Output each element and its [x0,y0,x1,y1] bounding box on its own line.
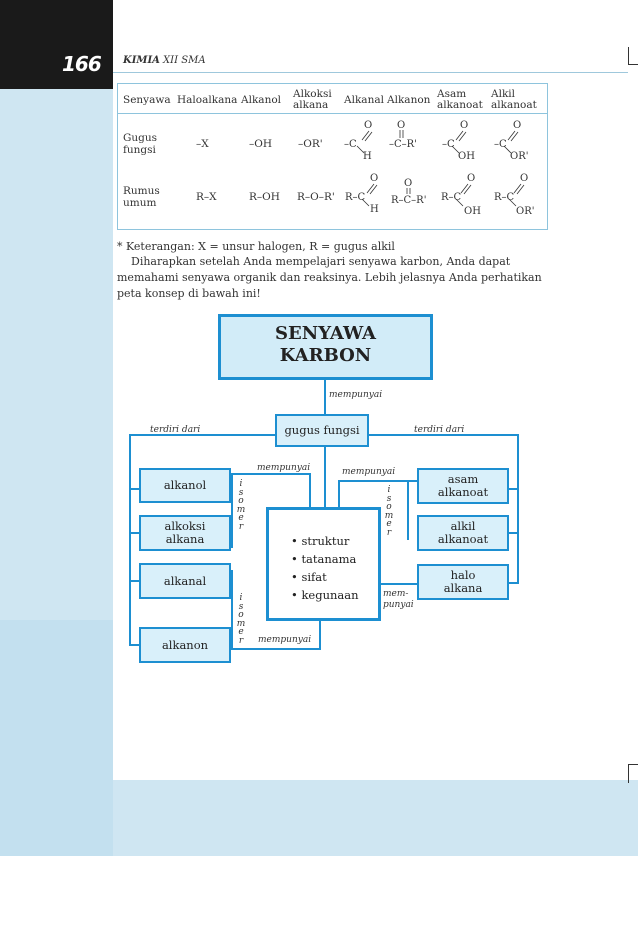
cell-rumus-haloalkana: R–X [196,191,217,203]
box-alkoksi-alkana [139,515,231,551]
attribute-tatanama: • tatanama [291,552,357,566]
isomer-letter: o [238,496,244,506]
row-label-fungsi: fungsi [123,144,156,156]
label-mempunyai-left-top: mempunyai [257,463,311,473]
mempunyai-right-top-drop [338,480,340,507]
label-mempunyai-top: mempunyai [329,390,383,400]
isomer-letter: s [238,487,244,498]
asam-general-OH: OH [464,206,481,217]
table-header-divider [117,113,547,114]
concept-map-title-line2: KARBON [279,345,372,366]
table-header-senyawa: Senyawa [123,94,171,106]
running-header [123,55,206,66]
connector-right-to-ester [509,532,519,534]
isomer-letter: s [386,493,392,504]
table-header-alkoksi-alkana: Alkoksi alkana [293,88,332,111]
isomer-letter: i [387,485,391,495]
connector-left-to-alkanon [129,644,139,646]
paragraph-line-2: memahami senyawa organik dan reaksinya. Lebih jelasnya Anda perhatikan [117,271,542,284]
alkanal-group-c: –C [344,139,357,150]
connector-right-to-halo [509,582,519,584]
asam-group-c: –C [442,139,455,150]
center-attributes-box [266,507,381,621]
crop-mark-top [628,47,638,65]
isomer-letter: o [238,610,244,620]
table-header-alkanon: Alkanon [387,94,431,106]
gugus-fungsi-box [275,414,369,447]
label-mempunyai-right-top: mempunyai [342,467,396,477]
connector-gugus-to-center [324,446,326,507]
left-sidebar-lower [0,620,113,856]
box-alkanol [139,468,231,503]
alkanal-general-O: O [370,173,379,184]
cell-gugus-alkoksi: –OR' [298,138,323,150]
connector-right-vertical [517,434,519,584]
running-header-subject: KIMIA [123,55,160,66]
box-alkil-alkanoat [417,515,509,551]
table-header-haloalkana: Haloalkana [177,94,238,106]
asam-general-c: R–C [441,192,462,203]
gugus-fungsi-label: gugus fungsi [284,423,360,437]
paragraph-line-3: peta konsep di bawah ini! [117,287,261,300]
box-asam-alkanoat-label: asam alkanoat [437,472,489,499]
label-punyai: punyai [383,600,414,610]
header-rule [113,72,628,73]
ester-group-O: O [513,120,522,131]
table-header-alkanol: Alkanol [241,94,282,106]
isomer-letter: m [236,618,246,629]
connector-left-vertical [129,434,131,646]
mempunyai-right-top-line [338,480,418,482]
asam-group-OH: OH [458,151,475,162]
label-mempunyai-left-bottom: mempunyai [258,635,312,645]
isomer-letter: o [386,502,392,512]
crop-mark-bottom [628,764,638,783]
box-alkil-alkanoat-label: alkil alkanoat [437,519,489,546]
connector-left-to-alkoksi [129,532,139,534]
connector-title-to-gugus [324,380,326,414]
isomer-letter: e [386,519,392,529]
connector-right-to-asam [509,488,519,490]
cell-gugus-alkanol: –OH [249,138,273,150]
label-isomer-left-top [236,480,246,531]
alkanon-group-O: O [397,120,406,131]
asam-group-O: O [460,120,469,131]
box-halo-alkana [417,564,509,600]
attribute-struktur: • struktur [291,534,350,548]
isomer-bracket-right [407,480,409,540]
ester-general-O: O [520,173,529,184]
isomer-letter: e [238,627,244,637]
isomer-letter: i [239,593,243,603]
table-header-alkanal: Alkanal [344,94,384,106]
box-asam-alkanoat [417,468,509,504]
table-note: * Keterangan: X = unsur halogen, R = gugus alkil [117,240,395,253]
isomer-letter: i [239,479,243,489]
row-label-gugus: Gugus [123,132,158,144]
label-terdiri-dari-right: terdiri dari [414,425,465,435]
alkanal-general-H: H [370,204,379,215]
box-alkanal-label: alkanal [163,573,207,588]
ester-general-c: R–C [494,192,515,203]
asam-general-O: O [467,173,476,184]
connector-left-to-alkanol [129,488,139,490]
isomer-letter: r [238,635,244,646]
label-isomer-right [384,486,394,537]
page-number: 166 [62,52,101,76]
bottom-band [113,780,638,856]
isomer-letter: m [384,510,394,521]
running-header-rest: XII SMA [159,55,206,66]
box-alkanon-label: alkanon [161,637,209,652]
mempunyai-left-top-line [231,473,311,475]
isomer-letter: e [238,513,244,523]
table-header-alkil-alkanoat: Alkil alkanoat [491,88,537,111]
alkanon-general-O: O [404,178,413,189]
alkanon-general-c: R–C–R' [391,195,427,206]
ester-group-ORp: OR' [510,151,529,162]
isomer-bracket-left-bottom [231,570,233,650]
isomer-letter: r [238,521,244,532]
ester-general-ORp: OR' [516,206,535,217]
isomer-letter: m [236,504,246,515]
paragraph-line-1: Diharapkan setelah Anda mempelajari senyawa karbon, Anda dapat [131,255,511,268]
row-label-umum: umum [123,197,157,209]
cell-gugus-haloalkana: –X [196,138,209,150]
concept-map-title-line1: SENYAWA [275,323,376,344]
concept-map-title-box [218,314,433,380]
box-alkanol-label: alkanol [163,478,207,492]
table-header-asam-alkanoat: Asam alkanoat [437,88,483,111]
cell-rumus-alkanol: R–OH [249,191,280,203]
box-halo-alkana-label: halo alkana [443,568,483,595]
mempunyai-left-bottom-line [231,648,321,650]
box-alkanal [139,563,231,599]
box-alkoksi-alkana-label: alkoksi alkana [164,519,206,546]
attribute-kegunaan: • kegunaan [291,588,359,602]
label-isomer-left-bottom [236,594,246,645]
box-alkanon [139,627,231,663]
cell-rumus-alkoksi: R–O–R' [297,191,335,203]
label-terdiri-dari-left: terdiri dari [150,425,201,435]
attribute-sifat: • sifat [291,570,327,584]
isomer-bracket-left-top [231,473,233,548]
isomer-letter: s [238,601,244,612]
ester-group-c: –C [494,139,507,150]
mempunyai-left-bottom-rise [319,621,321,650]
alkanal-group-H: H [363,151,372,162]
alkanal-group-O: O [364,120,373,131]
isomer-letter: r [386,527,392,538]
mempunyai-right-bottom-line [381,583,417,585]
label-mem: mem- [383,589,409,599]
connector-left-to-alkanal [129,580,139,582]
alkanal-general-c: R–C [345,192,366,203]
alkanon-group-c: –C–R' [389,139,417,150]
row-label-rumus: Rumus [123,185,160,197]
mempunyai-left-top-drop [309,473,311,507]
